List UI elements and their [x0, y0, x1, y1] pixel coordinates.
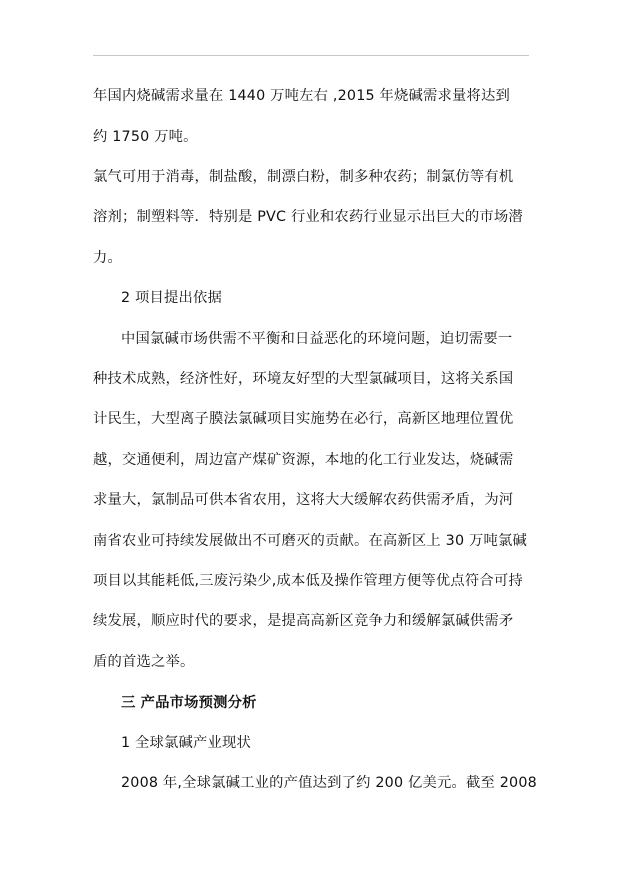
- text-line: 溶剂；制塑料等．特别是 PVC 行业和农药行业显示出巨大的市场潜: [93, 209, 523, 225]
- text-line: 年国内烧碱需求量在 1440 万吨左右 ,2015 年烧碱需求量将达到: [93, 88, 511, 104]
- text-line: 盾的首选之举。: [93, 654, 195, 670]
- text-line: 续发展，顺应时代的要求，是提高高新区竞争力和缓解氯碱供需矛: [93, 613, 514, 629]
- text-line: 求量大，氯制品可供本省农用，这将大大缓解农药供需矛盾，为河: [93, 492, 514, 508]
- text-line: 南省农业可持续发展做出不可磨灭的贡献。在高新区上 30 万吨氯碱: [93, 533, 527, 549]
- text-line: 氯气可用于消毒，制盐酸，制漂白粉，制多种农药；制氯仿等有机: [93, 169, 514, 185]
- text-line: 种技术成熟，经济性好，环境友好型的大型氯碱项目，这将关系国: [93, 371, 514, 387]
- text-line: 2008 年,全球氯碱工业的产值达到了约 200 亿美元。截至 2008: [121, 775, 537, 791]
- text-line: 计民生，大型离子膜法氯碱项目实施势在必行，高新区地理位置优: [93, 411, 514, 427]
- chapter-heading: 三 产品市场预测分析: [121, 695, 257, 711]
- text-line: 项目以其能耗低,三废污染少,成本低及操作管理方便等优点符合可持: [93, 573, 523, 589]
- section-heading: 1 全球氯碱产业现状: [121, 735, 252, 751]
- section-heading: 2 项目提出依据: [121, 290, 223, 306]
- text-line: 力。: [93, 250, 122, 266]
- text-line: 中国氯碱市场供需不平衡和日益恶化的环境问题，迫切需要一: [121, 331, 513, 347]
- text-line: 越，交通便利，周边富产煤矿资源，本地的化工行业发达，烧碱需: [93, 452, 514, 468]
- header-rule: [93, 55, 529, 56]
- text-line: 约 1750 万吨。: [93, 129, 198, 145]
